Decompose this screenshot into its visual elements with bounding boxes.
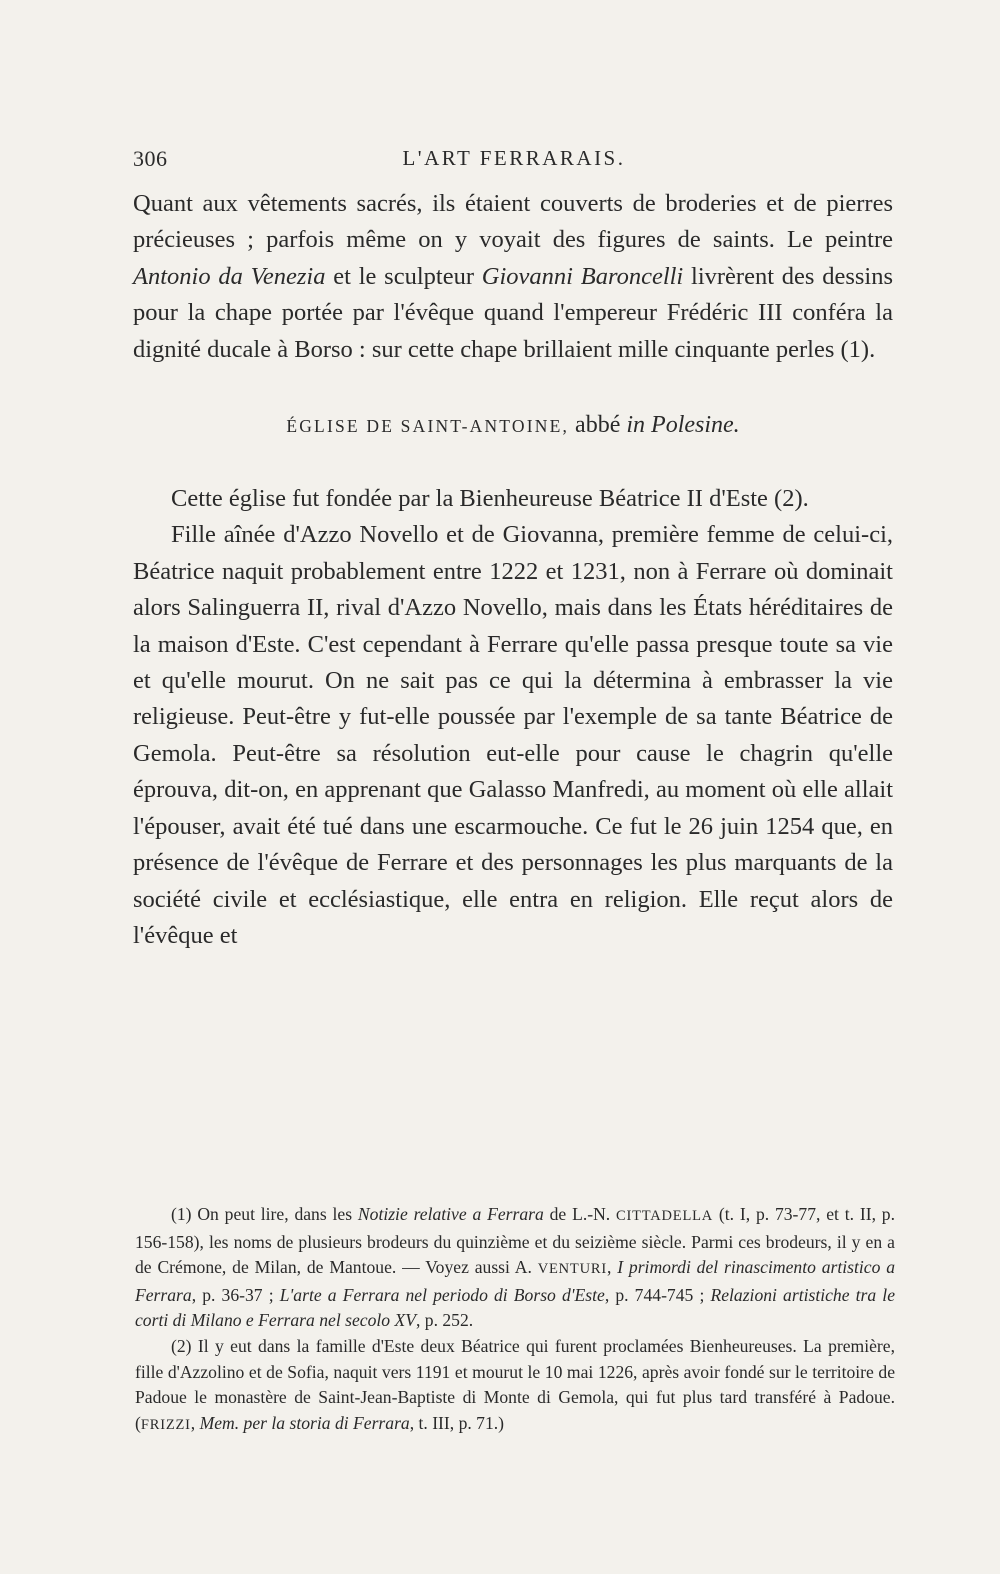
paragraph-vestments <box>133 186 893 368</box>
footnote-text: , p. 252. <box>415 1310 474 1331</box>
footnote-2 <box>135 1334 895 1438</box>
footnote-text: (1) On peut lire, dans les <box>171 1204 358 1224</box>
footnote-title: Relazioni artistiche tra le corti di Milano e Ferrara nel secolo XV <box>135 1284 895 1331</box>
paragraph-beatrice: Fille aînée d'Azzo Novello et de Giovanna, première femme de celui-ci, Béatrice naquit probablement entre 1222 et 1231, non à Ferrare où dominait alors Salinguerra II, rival d'Azzo Novello, mais dans les États héréditaires de la maison d'Este. C'est cependant à Ferrare qu'elle passa presque toute sa vie et qu'elle mourut. On ne sait pas ce qui la détermina à embrasser la vie religieuse. Peut-être y fut-elle poussée par l'exemple de sa tante Béatrice de Gemola. Peut-être sa résolution eut-elle pour cause le chagrin qu'elle éprouva, dit-on, en apprenant que Galasso Manfredi, au moment où elle allait l'épouser, avait été tué dans une escarmouche. Ce fut le 26 juin 1254 que, en présence de l'évêque de Ferrare et des personnages les plus marquants de la société civile et ecclésiastique, elle entra en religion. Elle reçut alors de l'évêque et <box>133 521 893 949</box>
footnote-1 <box>135 1202 895 1334</box>
footnote-title: Mem. per la storia di Ferrara <box>199 1412 410 1433</box>
sculptor-name: Giovanni Baroncelli <box>481 262 684 290</box>
footnote-text: (t. I, p. 73-77, et t. II, p. 156-158), les noms de plusieurs brodeurs du quinzième et du seizième siècle. Parmi ces brodeurs, il y en a de Crémone, de Milan, de Mantoue. — Voyez aussi A. <box>135 1204 896 1278</box>
footnote-text: , <box>190 1412 200 1433</box>
author-name: FRIZZI <box>140 1416 191 1433</box>
footnote-text: , t. III, p. 71.) <box>409 1412 505 1433</box>
paragraph-text: Quant aux vêtements sacrés, ils étaient couverts de broderies et de pierres précieuses ; parfois même on y voyait des figures de saints. Le peintre <box>133 190 893 254</box>
running-head <box>133 146 895 178</box>
footnote-text: de L.-N. <box>543 1204 617 1224</box>
section-heading-caps: ÉGLISE DE SAINT-ANTOINE, <box>286 416 570 437</box>
painter-name: Antonio da Venezia <box>133 262 326 290</box>
footnote-text: , <box>606 1257 618 1278</box>
section-heading <box>133 407 893 444</box>
footnotes <box>135 1202 895 1438</box>
running-title: L'ART FERRARAIS. <box>402 146 626 170</box>
footnote-text: , p. 744-745 ; <box>604 1284 711 1305</box>
paragraph-text: et le sculpteur <box>325 262 482 290</box>
paragraph-text: livrèrent des dessins pour la chape portée par l'évêque quand l'empereur Frédéric III conféra la dignité ducale à Borso : sur cette chape brillaient mille cinquante perles (1). <box>133 262 893 363</box>
section-heading-roman: abbé <box>569 412 627 439</box>
page-number: 306 <box>133 146 168 171</box>
footnote-title: L'arte a Ferrara nel periodo di Borso d'Este <box>279 1284 605 1305</box>
footnote-text: (2) Il y eut dans la famille d'Este deux Béatrice qui furent proclamées Bienheureuses. La première, fille d'Azzolino et de Sofia, naquit vers 1191 et mourut le 10 mai 1226, après avoir fondé sur le territoire de Padoue le monastère de Saint-Jean-Baptiste di Monte di Gemola, qui fut plus tard transféré à Padoue. ( <box>135 1335 895 1433</box>
section-heading-italic: in Polesine. <box>626 412 740 439</box>
paragraph-foundation: Cette église fut fondée par la Bienheureuse Béatrice II d'Este (2). <box>171 485 809 513</box>
author-name: CITTADELLA <box>616 1208 714 1224</box>
author-name: VENTURI <box>537 1261 607 1278</box>
main-text <box>133 186 893 954</box>
footnote-text: , p. 36-37 ; <box>191 1284 280 1305</box>
footnote-title: Notizie relative a Ferrara <box>357 1204 544 1224</box>
footnote-title: I primordi del rinascimento artistico a Ferrara <box>135 1257 896 1305</box>
